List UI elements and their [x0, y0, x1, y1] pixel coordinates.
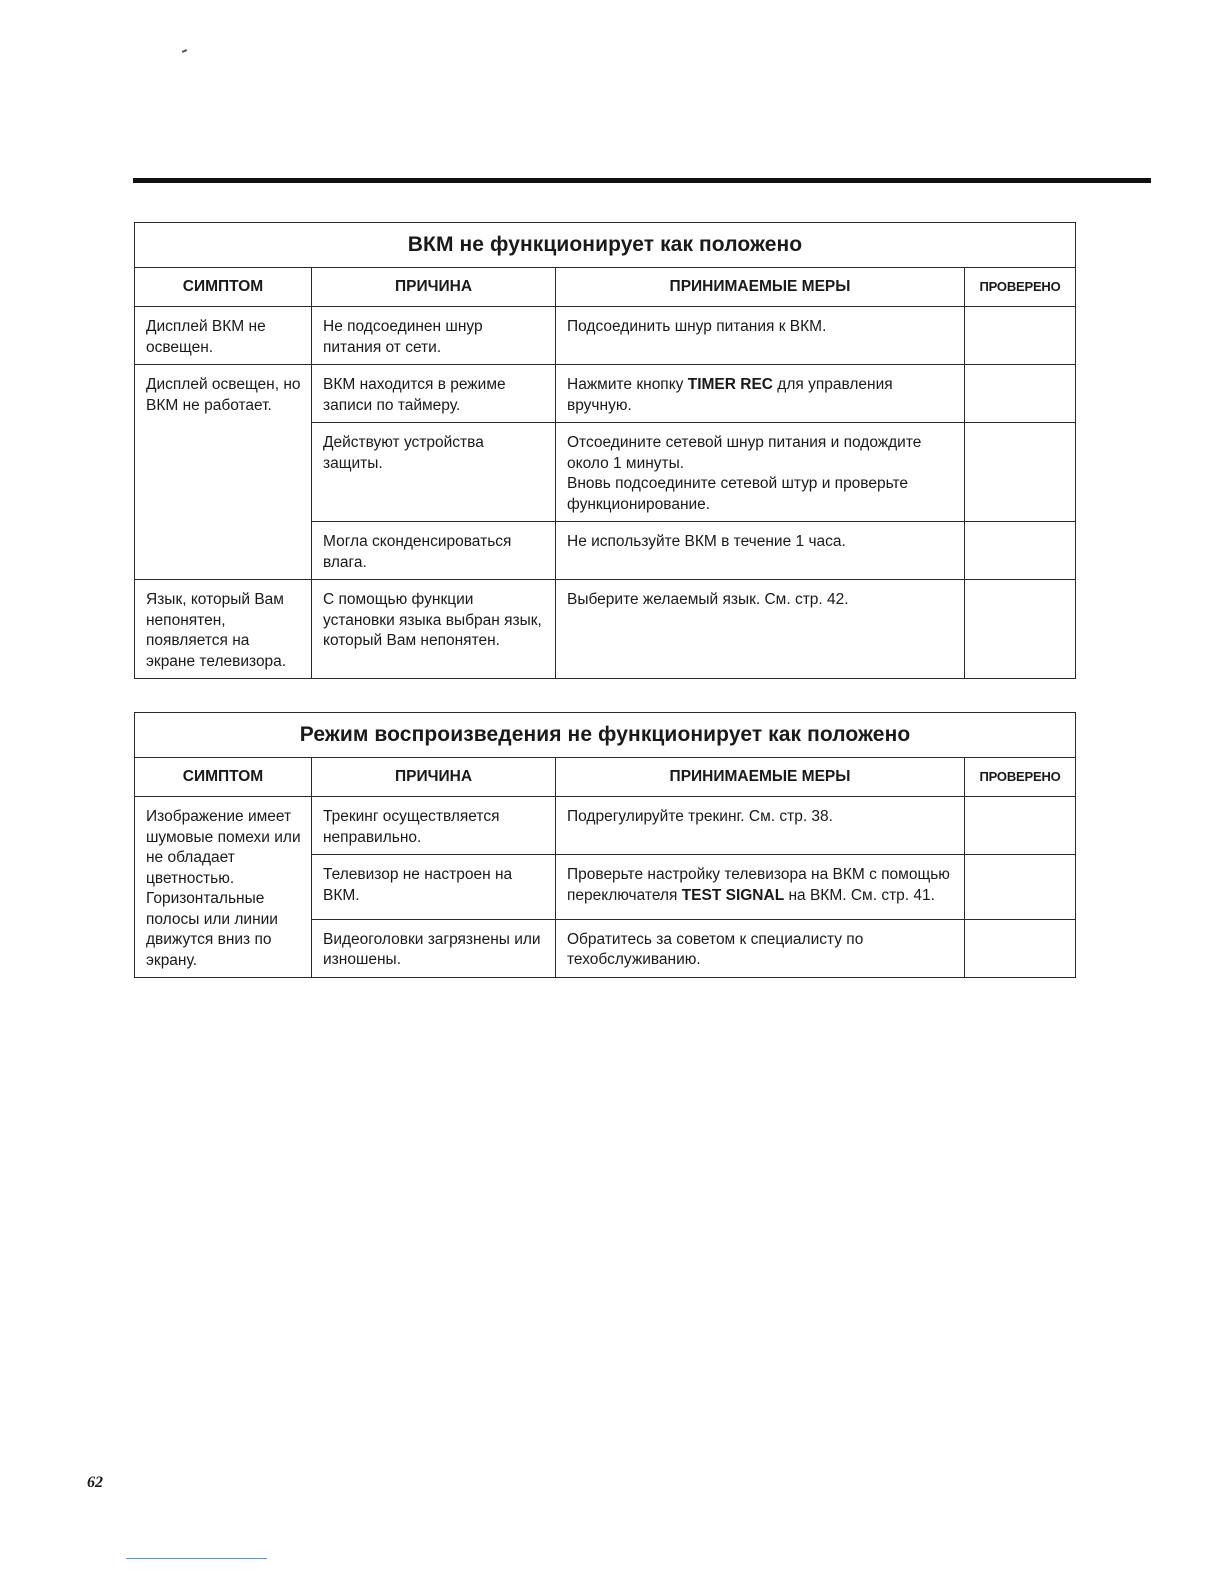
table-row — [135, 797, 1076, 855]
symptom-cell: Дисплей ВКМ не освещен. — [135, 307, 312, 365]
checked-cell[interactable] — [965, 307, 1076, 365]
playback-malfunction-table — [134, 712, 1076, 978]
measure-cell — [556, 365, 965, 423]
measure-text: Вновь подсоедините сетевой штур и проверьте функционирование. — [567, 475, 909, 513]
symptom-cell: Изображение имеет шумовые помехи или не обладает цветностью. Горизонтальные полосы или линии движутся вниз по экрану. — [135, 797, 312, 978]
column-header-cause: ПРИЧИНА — [312, 268, 556, 307]
column-header-cause: ПРИЧИНА — [312, 758, 556, 797]
cause-cell: Могла сконденсироваться влага. — [312, 522, 556, 580]
column-header-checked: ПРОВЕРЕНО — [965, 268, 1076, 307]
measure-text: для управления вручную. — [567, 376, 893, 414]
scan-mark — [182, 49, 187, 53]
cause-cell: Телевизор не настроен на ВКМ. — [312, 855, 556, 919]
timer-rec-label: TIMER REC — [687, 376, 773, 393]
checked-cell[interactable] — [965, 580, 1076, 679]
measure-cell: Подсоединить шнур питания к ВКМ. — [556, 307, 965, 365]
table-row — [135, 580, 1076, 679]
measure-cell: Не используйте ВКМ в течение 1 часа. — [556, 522, 965, 580]
table-row — [135, 365, 1076, 423]
measure-cell: Подрегулируйте трекинг. См. стр. 38. — [556, 797, 965, 855]
cause-cell: С помощью функции установки языка выбран язык, который Вам непонятен. — [312, 580, 556, 679]
cause-cell: Видеоголовки загрязнены или изношены. — [312, 919, 556, 977]
measure-cell — [556, 855, 965, 919]
measure-text: Нажмите кнопку — [567, 376, 684, 393]
vcr-malfunction-table — [134, 222, 1076, 679]
measure-cell: Обратитесь за советом к специалисту по техобслуживанию. — [556, 919, 965, 977]
page-number: 62 — [87, 1474, 103, 1491]
checked-cell[interactable] — [965, 797, 1076, 855]
column-header-checked: ПРОВЕРЕНО — [965, 758, 1076, 797]
column-header-measures: ПРИНИМАЕМЫЕ МЕРЫ — [556, 758, 965, 797]
measure-text: Проверьте настройку телевизора на ВКМ с помощью переключателя — [567, 866, 950, 904]
cause-cell: Действуют устройства защиты. — [312, 423, 556, 522]
checked-cell[interactable] — [965, 855, 1076, 919]
cause-cell: Трекинг осуществляется неправильно. — [312, 797, 556, 855]
measure-text: на ВКМ. См. стр. 41. — [788, 886, 935, 904]
checked-cell[interactable] — [965, 365, 1076, 423]
table-row — [135, 307, 1076, 365]
cause-cell: Не подсоединен шнур питания от сети. — [312, 307, 556, 365]
cause-cell: ВКМ находится в режиме записи по таймеру. — [312, 365, 556, 423]
column-header-measures: ПРИНИМАЕМЫЕ МЕРЫ — [556, 268, 965, 307]
table-title: ВКМ не функционирует как положено — [135, 223, 1076, 268]
table-title: Режим воспроизведения не функционирует как положено — [135, 713, 1076, 758]
column-header-symptom: СИМПТОМ — [135, 758, 312, 797]
symptom-cell: Язык, который Вам непонятен, появляется на экране телевизора. — [135, 580, 312, 679]
measure-text: Отсоедините сетевой шнур питания и подождите около 1 минуты. — [567, 434, 922, 472]
checked-cell[interactable] — [965, 522, 1076, 580]
column-header-symptom: СИМПТОМ — [135, 268, 312, 307]
symptom-cell: Дисплей освещен, но ВКМ не работает. — [135, 365, 312, 580]
top-rule — [133, 178, 1151, 183]
measure-cell — [556, 423, 965, 522]
measure-cell: Выберите желаемый язык. См. стр. 42. — [556, 580, 965, 679]
checked-cell[interactable] — [965, 919, 1076, 977]
test-signal-label: TEST SIGNAL — [681, 886, 785, 904]
checked-cell[interactable] — [965, 423, 1076, 522]
bottom-link-rule — [126, 1558, 267, 1559]
